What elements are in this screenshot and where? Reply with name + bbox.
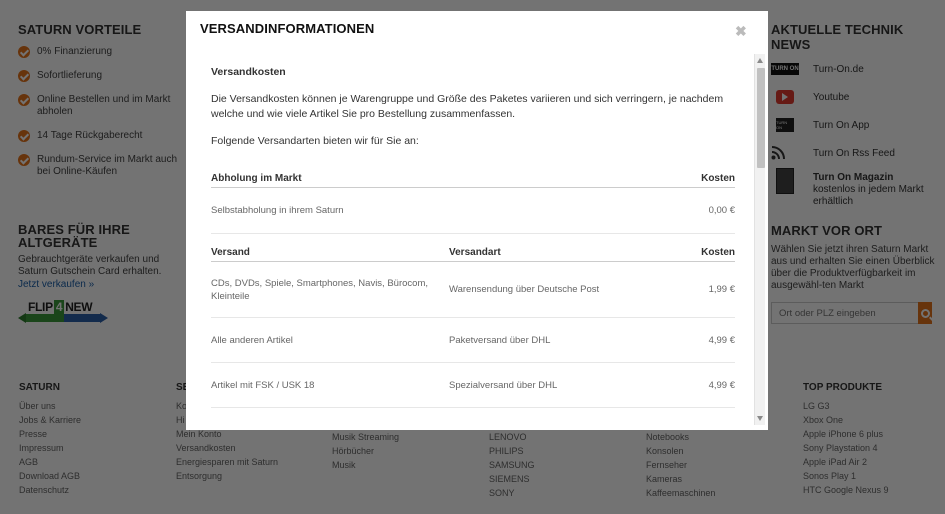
table-cell: CDs, DVDs, Spiele, Smartphones, Navis, Bürocom, Kleinteile bbox=[211, 262, 449, 318]
column-header: Abholung im Markt bbox=[211, 167, 628, 187]
column-header: Versand bbox=[211, 242, 449, 262]
table-cell: Selbstabholung in ihrem Saturn bbox=[211, 187, 628, 233]
table-row bbox=[211, 363, 735, 408]
table-row bbox=[211, 187, 735, 233]
table-cell: Spezialversand über DHL bbox=[449, 363, 682, 408]
table-row bbox=[211, 262, 735, 318]
table-cell bbox=[211, 408, 449, 427]
shipping-intro-text-2: Folgende Versandarten bieten wir für Sie an: bbox=[211, 135, 419, 147]
close-icon[interactable]: ✖ bbox=[735, 23, 747, 39]
column-header: Kosten bbox=[628, 167, 735, 187]
scroll-thumb[interactable] bbox=[757, 68, 765, 168]
modal-body bbox=[211, 61, 735, 426]
shipping-table bbox=[211, 242, 735, 427]
column-header: Versandart bbox=[449, 242, 682, 262]
table-cell: Alle anderen Artikel bbox=[211, 318, 449, 363]
table-cell: 4,99 € bbox=[682, 318, 735, 363]
table-cell: 1,99 € bbox=[682, 262, 735, 318]
table-cell: Warensendung über Deutsche Post bbox=[449, 262, 682, 318]
table-cell: 4,99 € bbox=[682, 363, 735, 408]
table-header-row bbox=[211, 242, 735, 262]
pickup-table bbox=[211, 167, 735, 234]
scroll-up-arrow-icon[interactable] bbox=[757, 58, 763, 63]
table-row bbox=[211, 408, 735, 427]
table-row bbox=[211, 318, 735, 363]
shipping-costs-heading: Versandkosten bbox=[211, 66, 286, 78]
table-cell: Artikel mit FSK / USK 18 bbox=[211, 363, 449, 408]
shipping-intro-text: Die Versandkosten können je Warengruppe und Größe des Paketes variieren und sich verringern, je nachdem welche und wie viele Artikel Sie pro Bestellung zusammenfassen. bbox=[211, 93, 724, 120]
table-cell: Paketversand über DHL bbox=[449, 318, 682, 363]
column-header: Kosten bbox=[682, 242, 735, 262]
table-cell: 0,00 € bbox=[628, 187, 735, 233]
shipping-info-modal bbox=[186, 11, 768, 430]
table-cell bbox=[449, 408, 682, 427]
table-cell bbox=[682, 408, 735, 427]
modal-title: VERSANDINFORMATIONEN bbox=[200, 21, 375, 36]
modal-scrollbar[interactable] bbox=[754, 54, 765, 425]
scroll-down-arrow-icon[interactable] bbox=[757, 416, 763, 421]
table-header-row bbox=[211, 167, 735, 187]
